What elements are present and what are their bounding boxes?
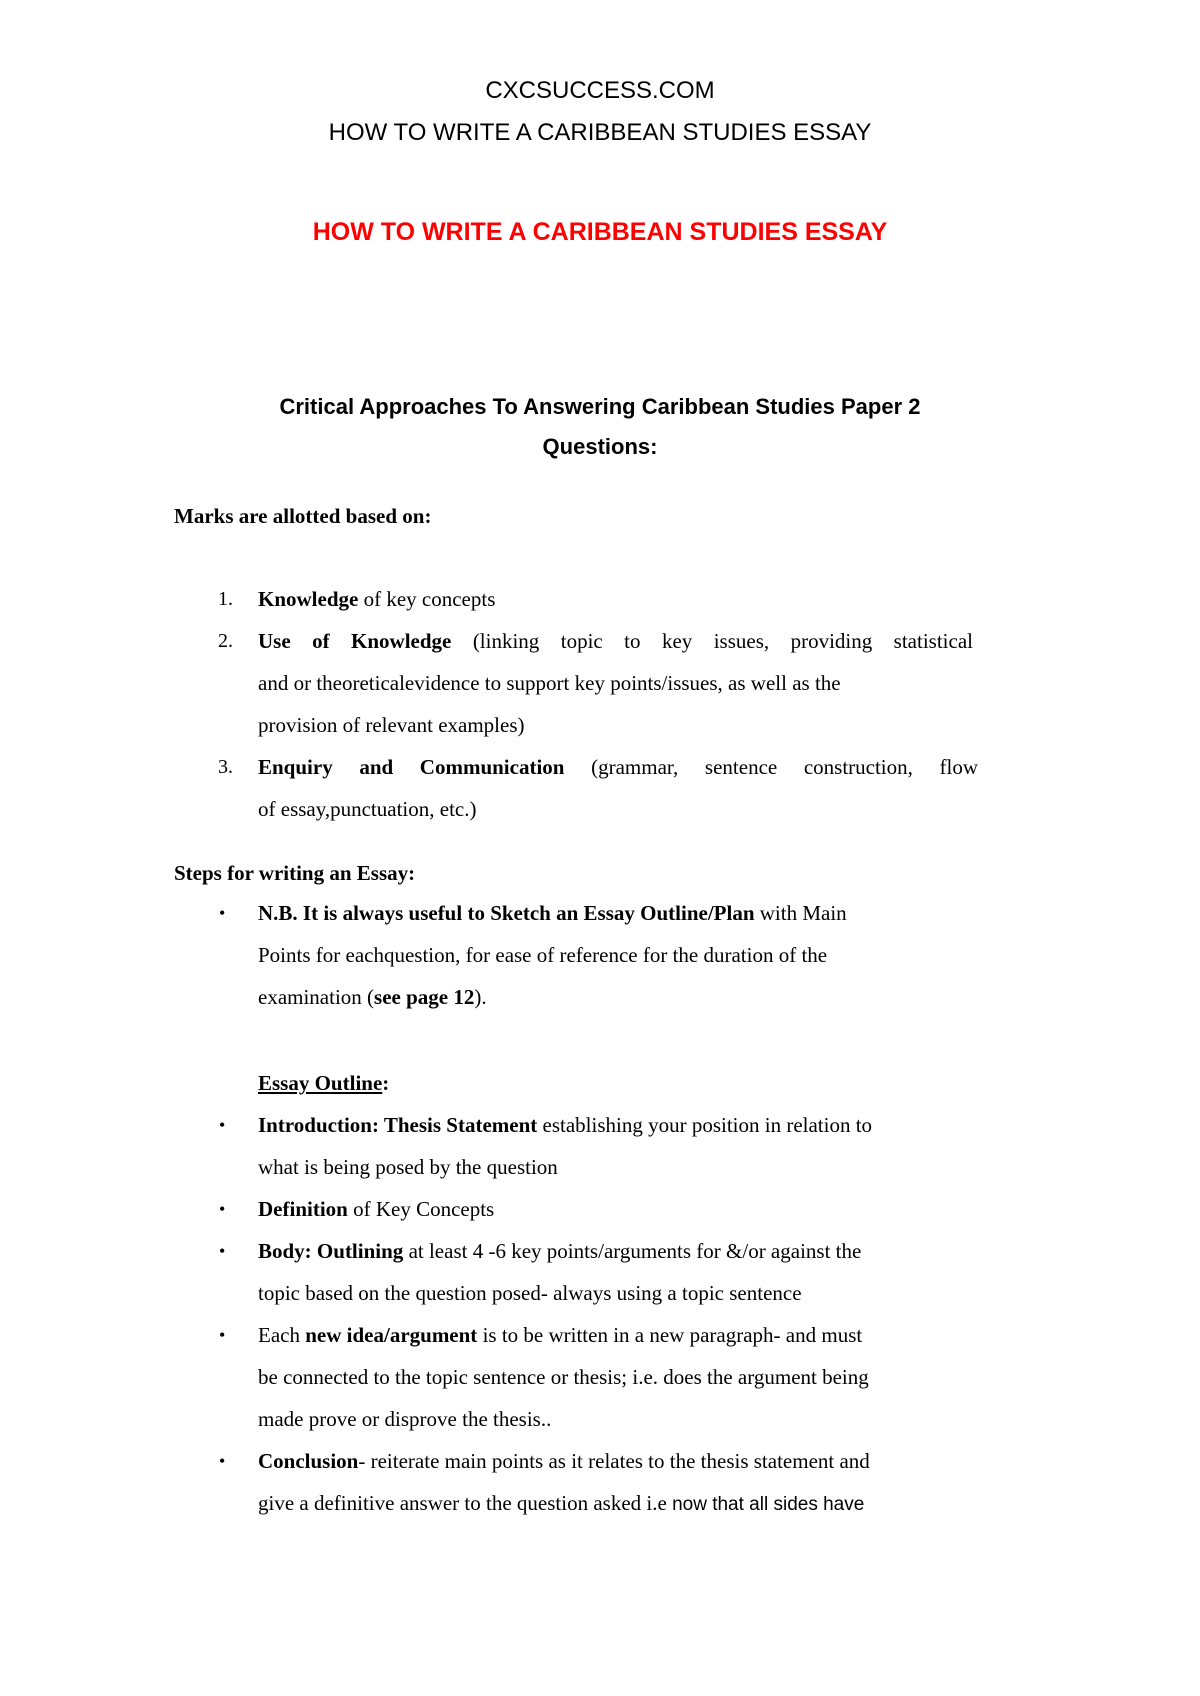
list-item-line — [258, 1448, 870, 1474]
outline-heading — [258, 1070, 389, 1096]
bullet-icon: • — [219, 1241, 226, 1261]
bold-term: Definition — [258, 1197, 348, 1221]
bold-term: Use of Knowledge — [258, 629, 452, 653]
bold-term: Body: Outlining — [258, 1239, 404, 1263]
outline-heading-text: Essay Outline — [258, 1071, 383, 1095]
list-text: be connected to the topic sentence or thesis; i.e. does the argument being — [258, 1365, 869, 1389]
outline-heading-colon: : — [382, 1071, 390, 1095]
bold-term: Enquiry and Communication — [258, 755, 565, 779]
list-number: 3. — [218, 756, 233, 778]
bold-term: Knowledge — [258, 587, 359, 611]
header-subtitle: HOW TO WRITE A CARIBBEAN STUDIES ESSAY — [328, 119, 872, 146]
list-item-line — [258, 1196, 494, 1222]
list-item-line — [258, 1238, 861, 1264]
document-title: HOW TO WRITE A CARIBBEAN STUDIES ESSAY — [312, 218, 888, 246]
bullet-icon: • — [219, 1451, 226, 1471]
bold-term: Conclusion — [258, 1449, 359, 1473]
list-text: establishing your position in relation to — [537, 1113, 873, 1137]
list-item-line — [258, 1322, 862, 1348]
list-text: made prove or disprove the thesis.. — [258, 1407, 552, 1431]
list-item-line — [258, 1490, 864, 1518]
list-text: of Key Concepts — [347, 1197, 495, 1221]
list-item-line — [258, 628, 973, 654]
list-text: at least 4 -6 key points/arguments for &/or against the — [403, 1239, 862, 1263]
list-text: topic based on the question posed- always using a topic sentence — [258, 1281, 802, 1305]
section-heading-line-2: Questions: — [542, 434, 658, 459]
bullet-icon: • — [219, 903, 226, 923]
list-text: of key concepts — [358, 587, 496, 611]
list-text: and or theoreticalevidence to support key points/issues, as well as the — [258, 671, 841, 695]
bullet-icon: • — [219, 1199, 226, 1219]
steps-heading: Steps for writing an Essay: — [174, 861, 416, 885]
list-item-line — [258, 1112, 872, 1138]
bullet-icon: • — [219, 1115, 226, 1135]
list-text: of essay,punctuation, etc.) — [258, 797, 477, 821]
marks-heading: Marks are allotted based on: — [174, 504, 432, 528]
site-header: CXCSUCCESS.COM — [485, 77, 715, 104]
bold-term: N.B. It is always useful to Sketch an Essay Outline/Plan — [258, 901, 755, 925]
list-text: (grammar, sentence construction, flow — [564, 755, 979, 779]
list-item-line — [258, 586, 495, 612]
bold-term: Introduction: Thesis Statement — [258, 1113, 538, 1137]
page-reference: see page 12 — [374, 985, 475, 1009]
list-text: now that all sides have — [666, 1494, 865, 1515]
list-text: Each — [258, 1323, 306, 1347]
list-text: (linking topic to key issues, providing statistical — [451, 629, 973, 653]
list-number: 2. — [218, 630, 233, 652]
list-text: - reiterate main points as it relates to the thesis statement and — [358, 1449, 870, 1473]
list-text: with Main — [754, 901, 847, 925]
list-text: provision of relevant examples) — [258, 713, 525, 737]
section-heading-line-1: Critical Approaches To Answering Caribbean Studies Paper 2 — [279, 394, 921, 419]
bold-term: new idea/argument — [305, 1323, 478, 1347]
list-item-line — [258, 900, 847, 926]
list-item-line — [258, 754, 978, 780]
list-text: Points for eachquestion, for ease of reference for the duration of the — [258, 943, 828, 967]
list-item-line — [258, 984, 487, 1010]
list-text: is to be written in a new paragraph- and must — [477, 1323, 863, 1347]
list-number: 1. — [218, 588, 233, 610]
list-text: ). — [474, 985, 487, 1009]
list-text: what is being posed by the question — [258, 1155, 558, 1179]
list-text: examination ( — [258, 985, 375, 1009]
bullet-icon: • — [219, 1325, 226, 1345]
list-text: give a definitive answer to the question asked i.e — [258, 1491, 667, 1515]
